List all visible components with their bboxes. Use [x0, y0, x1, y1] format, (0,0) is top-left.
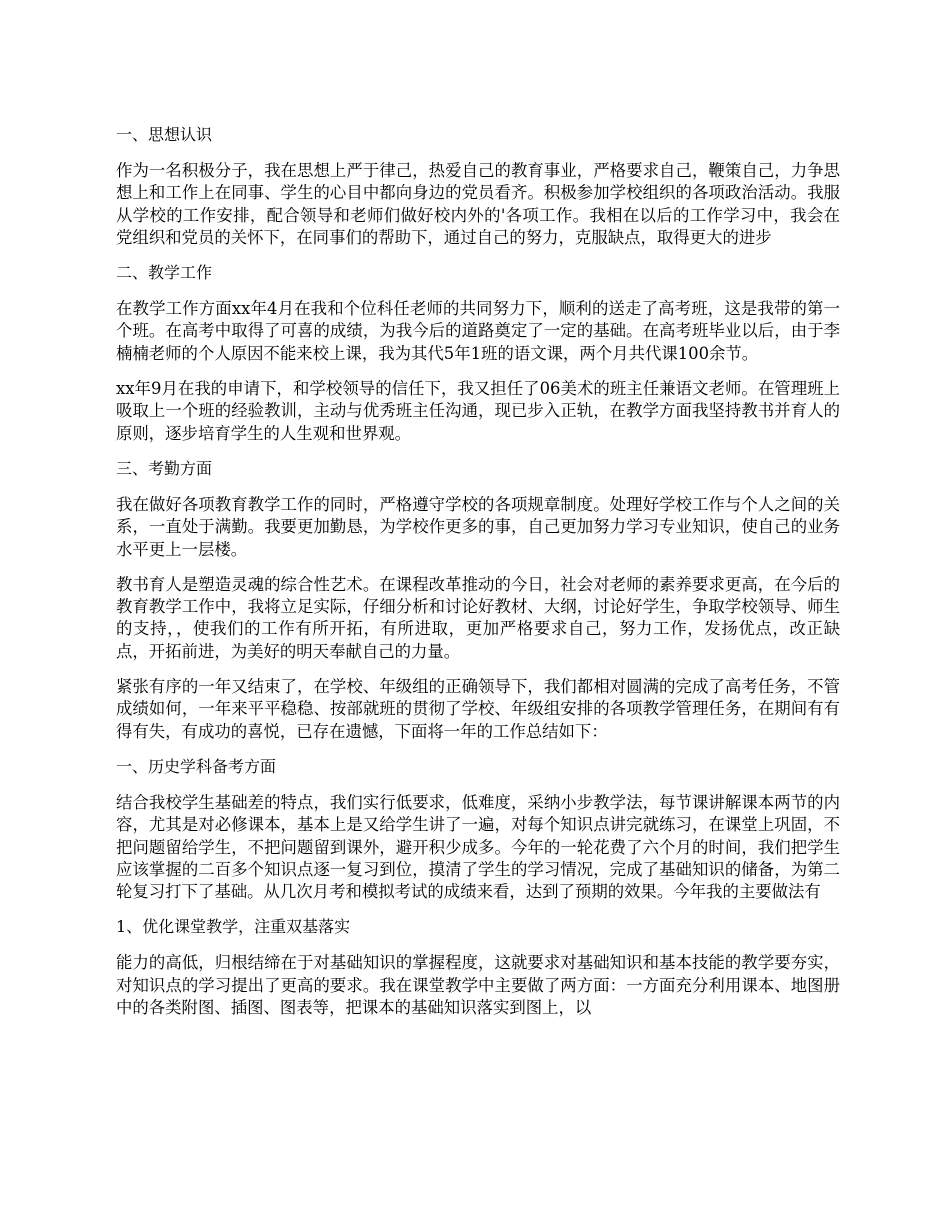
paragraph: 紧张有序的一年又结束了，在学校、年级组的正确领导下，我们都相对圆满的完成了高考任务，不管成绩如何，一年来平平稳稳、按部就班的贯彻了学校、年级组安排的各项教学管理任务，在期间有有得有失，有成功的喜悦，已存在遗憾，下面将一年的工作总结如下： — [116, 677, 840, 741]
paragraph: 我在做好各项教育教学工作的同时，严格遵守学校的各项规章制度。处理好学校工作与个人之间的关系，一直处于满勤。我要更加勤恳，为学校作更多的事，自己更加努力学习专业知识，使自己的业务水平更上一层楼。 — [116, 494, 840, 559]
section-heading: 一、思想认识 — [116, 125, 213, 144]
section-heading: 一、历史学科备考方面 — [116, 756, 277, 776]
section-heading: 1、优化课堂教学，注重双基落实 — [116, 917, 351, 937]
document-page — [116, 124, 840, 1032]
paragraph: 在教学工作方面xx年4月在我和个位科任老师的共同努力下，顺利的送走了高考班，这是我带的第一个班。在高考中取得了可喜的成绩，为我今后的道路奠定了一定的基础。在高考班毕业以后，由于李楠楠老师的个人原因不能来校上课，我为其代5年1班的语文课，两个月共代课100余节。 — [116, 299, 840, 363]
paragraph: 作为一名积极分子，我在思想上严于律己，热爱自己的教育事业，严格要求自己，鞭策自己，力争思想上和工作上在同事、学生的心目中都向身边的党员看齐。积极参加学校组织的各项政治活动。我服从学校的工作安排，配合领导和老师们做好校内外的'各项工作。我相在以后的工作学习中，我会在党组织和党员的关怀下，在同事们的帮助下，通过自己的努力，克服缺点，取得更大的进步 — [116, 161, 840, 247]
paragraph: 能力的高低，归根结缔在于对基础知识的掌握程度，这就要求对基础知识和基本技能的教学要夯实，对知识点的学习提出了更高的要求。我在课堂教学中主要做了两方面：一方面充分利用课本、地图册中的各类附图、插图、图表等，把课本的基础知识落实到图上，以 — [116, 953, 840, 1018]
paragraph: 教书育人是塑造灵魂的综合性艺术。在课程改革推动的今日，社会对老师的素养要求更高，在今后的教育教学工作中，我将立足实际，仔细分析和讨论好教材、大纲，讨论好学生，争取学校领导、师生的支持，，使我们的工作有所开拓，有所进取，更加严格要求自己，努力工作，发扬优点，改正缺点，开拓前进，为美好的明天奉献自己的力量。 — [116, 574, 840, 661]
section-heading: 二、教学工作 — [116, 263, 213, 283]
paragraph: xx年9月在我的申请下，和学校领导的信任下，我又担任了06美术的班主任兼语文老师。在管理班上吸取上一个班的经验教训，主动与优秀班主任沟通，现已步入正轨，在教学方面我坚持教书并育人的原则，逐步培育学生的人生观和世界观。 — [116, 379, 840, 443]
paragraph: 结合我校学生基础差的特点，我们实行低要求，低难度，采纳小步教学法，每节课讲解课本两节的内容，尤其是对必修课本，基本上是又给学生讲了一遍，对每个知识点讲完就练习，在课堂上巩固，不把问题留给学生，不把问题留到课外，避开积少成多。今年的一轮花费了六个月的时间，我们把学生应该掌握的二百多个知识点逐一复习到位，摸清了学生的学习情况，完成了基础知识的储备，为第二轮复习打下了基础。从几次月考和模拟考试的成绩来看，达到了预期的效果。今年我的主要做法有 — [116, 792, 840, 902]
section-heading: 三、考勤方面 — [116, 458, 213, 478]
